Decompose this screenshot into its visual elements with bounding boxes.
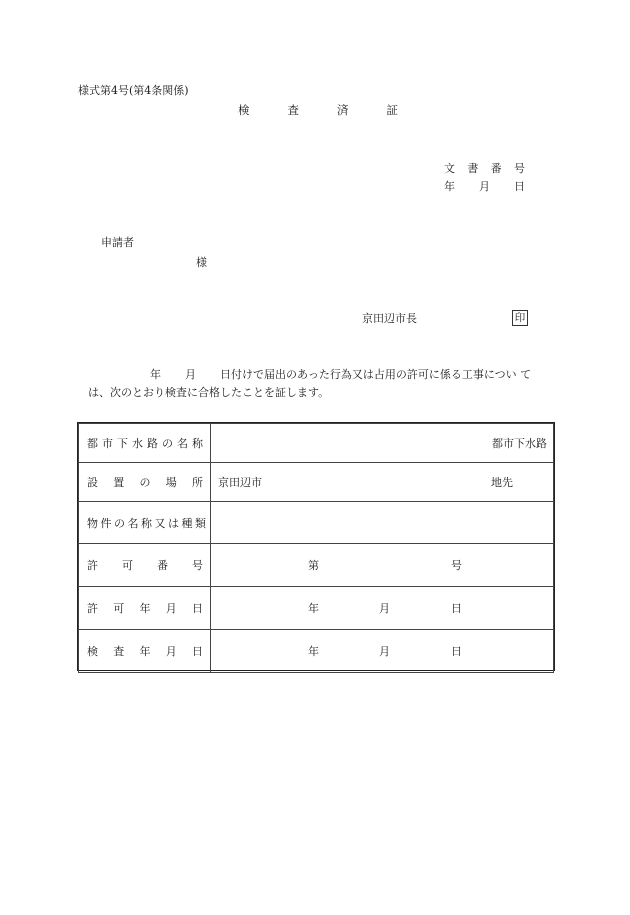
- label-char: 称: [192, 437, 203, 450]
- body-month: 月: [185, 368, 196, 381]
- label-char: 許: [87, 559, 98, 572]
- table-row: [79, 424, 554, 463]
- permit-suffix: 号: [451, 559, 462, 572]
- title-char: 査: [287, 103, 299, 117]
- label-char: 可: [113, 602, 125, 615]
- label-char: 日: [192, 602, 203, 615]
- inspection-table: [77, 422, 555, 671]
- date-year: 年: [444, 180, 455, 193]
- title-char: 済: [337, 103, 349, 117]
- row-label: [79, 463, 211, 502]
- object-name-cell[interactable]: [211, 502, 554, 544]
- body-year: 年: [150, 368, 161, 381]
- permit-prefix: 第: [308, 559, 319, 572]
- location-suffix: 地先: [491, 476, 513, 489]
- body-text: 日付けで届出のあった行為又は占用の許可に係る工事につい て: [220, 368, 532, 381]
- label-char: の: [139, 476, 151, 489]
- permit-year: 年: [308, 602, 319, 615]
- permit-date-cell[interactable]: [211, 587, 554, 630]
- label-char: 又: [154, 516, 166, 530]
- label-char: 号: [192, 559, 203, 572]
- docno-char: 文: [444, 162, 455, 175]
- label-char: 市: [102, 437, 113, 450]
- row-label: [79, 587, 211, 630]
- label-char: 下: [117, 437, 128, 450]
- label-char: 名: [127, 516, 139, 530]
- permit-month: 月: [379, 602, 390, 615]
- document-number-label: [444, 162, 525, 176]
- row-label: [79, 502, 211, 544]
- docno-char: 書: [467, 162, 479, 175]
- label-char: 検: [87, 645, 98, 658]
- inspection-year: 年: [308, 645, 319, 658]
- label-char: 称: [141, 516, 152, 530]
- applicant-label: 申請者: [101, 236, 134, 249]
- label-char: 水: [132, 437, 143, 450]
- table-row: [79, 463, 554, 502]
- issuer-name: 京田辺市長: [362, 312, 417, 325]
- label-char: 件: [100, 516, 112, 530]
- title-char: 検: [238, 103, 250, 117]
- label-char: 所: [192, 476, 203, 489]
- table-row: [79, 544, 554, 587]
- label-char: 許: [87, 602, 98, 615]
- inspection-month: 月: [379, 645, 390, 658]
- permit-day: 日: [451, 602, 462, 615]
- seal-mark: 印: [512, 310, 528, 326]
- sewer-suffix: 都市下水路: [492, 437, 547, 450]
- label-char: 年: [139, 645, 151, 658]
- sewer-name-cell[interactable]: [211, 424, 554, 463]
- label-char: 月: [165, 602, 177, 615]
- docno-char: 番: [490, 162, 502, 175]
- label-char: 年: [139, 602, 151, 615]
- table-row: [79, 630, 554, 673]
- body-line-2: は、次のとおり検査に合格したことを証します。: [88, 386, 330, 399]
- inspection-date-cell[interactable]: [211, 630, 554, 673]
- date-day: 日: [514, 180, 525, 193]
- body-line-1: [150, 368, 531, 382]
- row-label: [79, 544, 211, 587]
- table-row: [79, 502, 554, 544]
- inspection-day: 日: [451, 645, 462, 658]
- label-char: 都: [87, 437, 98, 450]
- document-title: [238, 103, 398, 117]
- issue-date: [444, 180, 525, 194]
- label-char: の: [114, 516, 125, 530]
- table-row: [79, 587, 554, 630]
- label-char: 物: [87, 516, 98, 530]
- date-month: 月: [479, 180, 490, 193]
- title-char: 証: [386, 103, 398, 117]
- label-char: 設: [87, 476, 98, 489]
- label-char: 名: [177, 437, 188, 450]
- label-char: 類: [195, 516, 206, 530]
- row-label: [79, 630, 211, 673]
- label-char: 置: [113, 476, 125, 489]
- label-char: 査: [113, 645, 125, 658]
- row-label: [79, 424, 211, 463]
- label-char: 番: [157, 559, 168, 572]
- label-char: 日: [192, 645, 203, 658]
- form-number: 様式第4号(第4条関係): [78, 84, 189, 97]
- label-char: の: [162, 437, 173, 450]
- location-city: 京田辺市: [218, 476, 262, 489]
- label-char: 可: [122, 559, 133, 572]
- label-char: 路: [147, 437, 158, 450]
- honorific: 様: [196, 256, 207, 269]
- permit-number-cell[interactable]: [211, 544, 554, 587]
- location-cell[interactable]: [211, 463, 554, 502]
- label-char: 場: [165, 476, 177, 489]
- docno-char: 号: [513, 162, 525, 175]
- label-char: は: [168, 516, 179, 530]
- label-char: 種: [181, 516, 193, 530]
- label-char: 月: [165, 645, 177, 658]
